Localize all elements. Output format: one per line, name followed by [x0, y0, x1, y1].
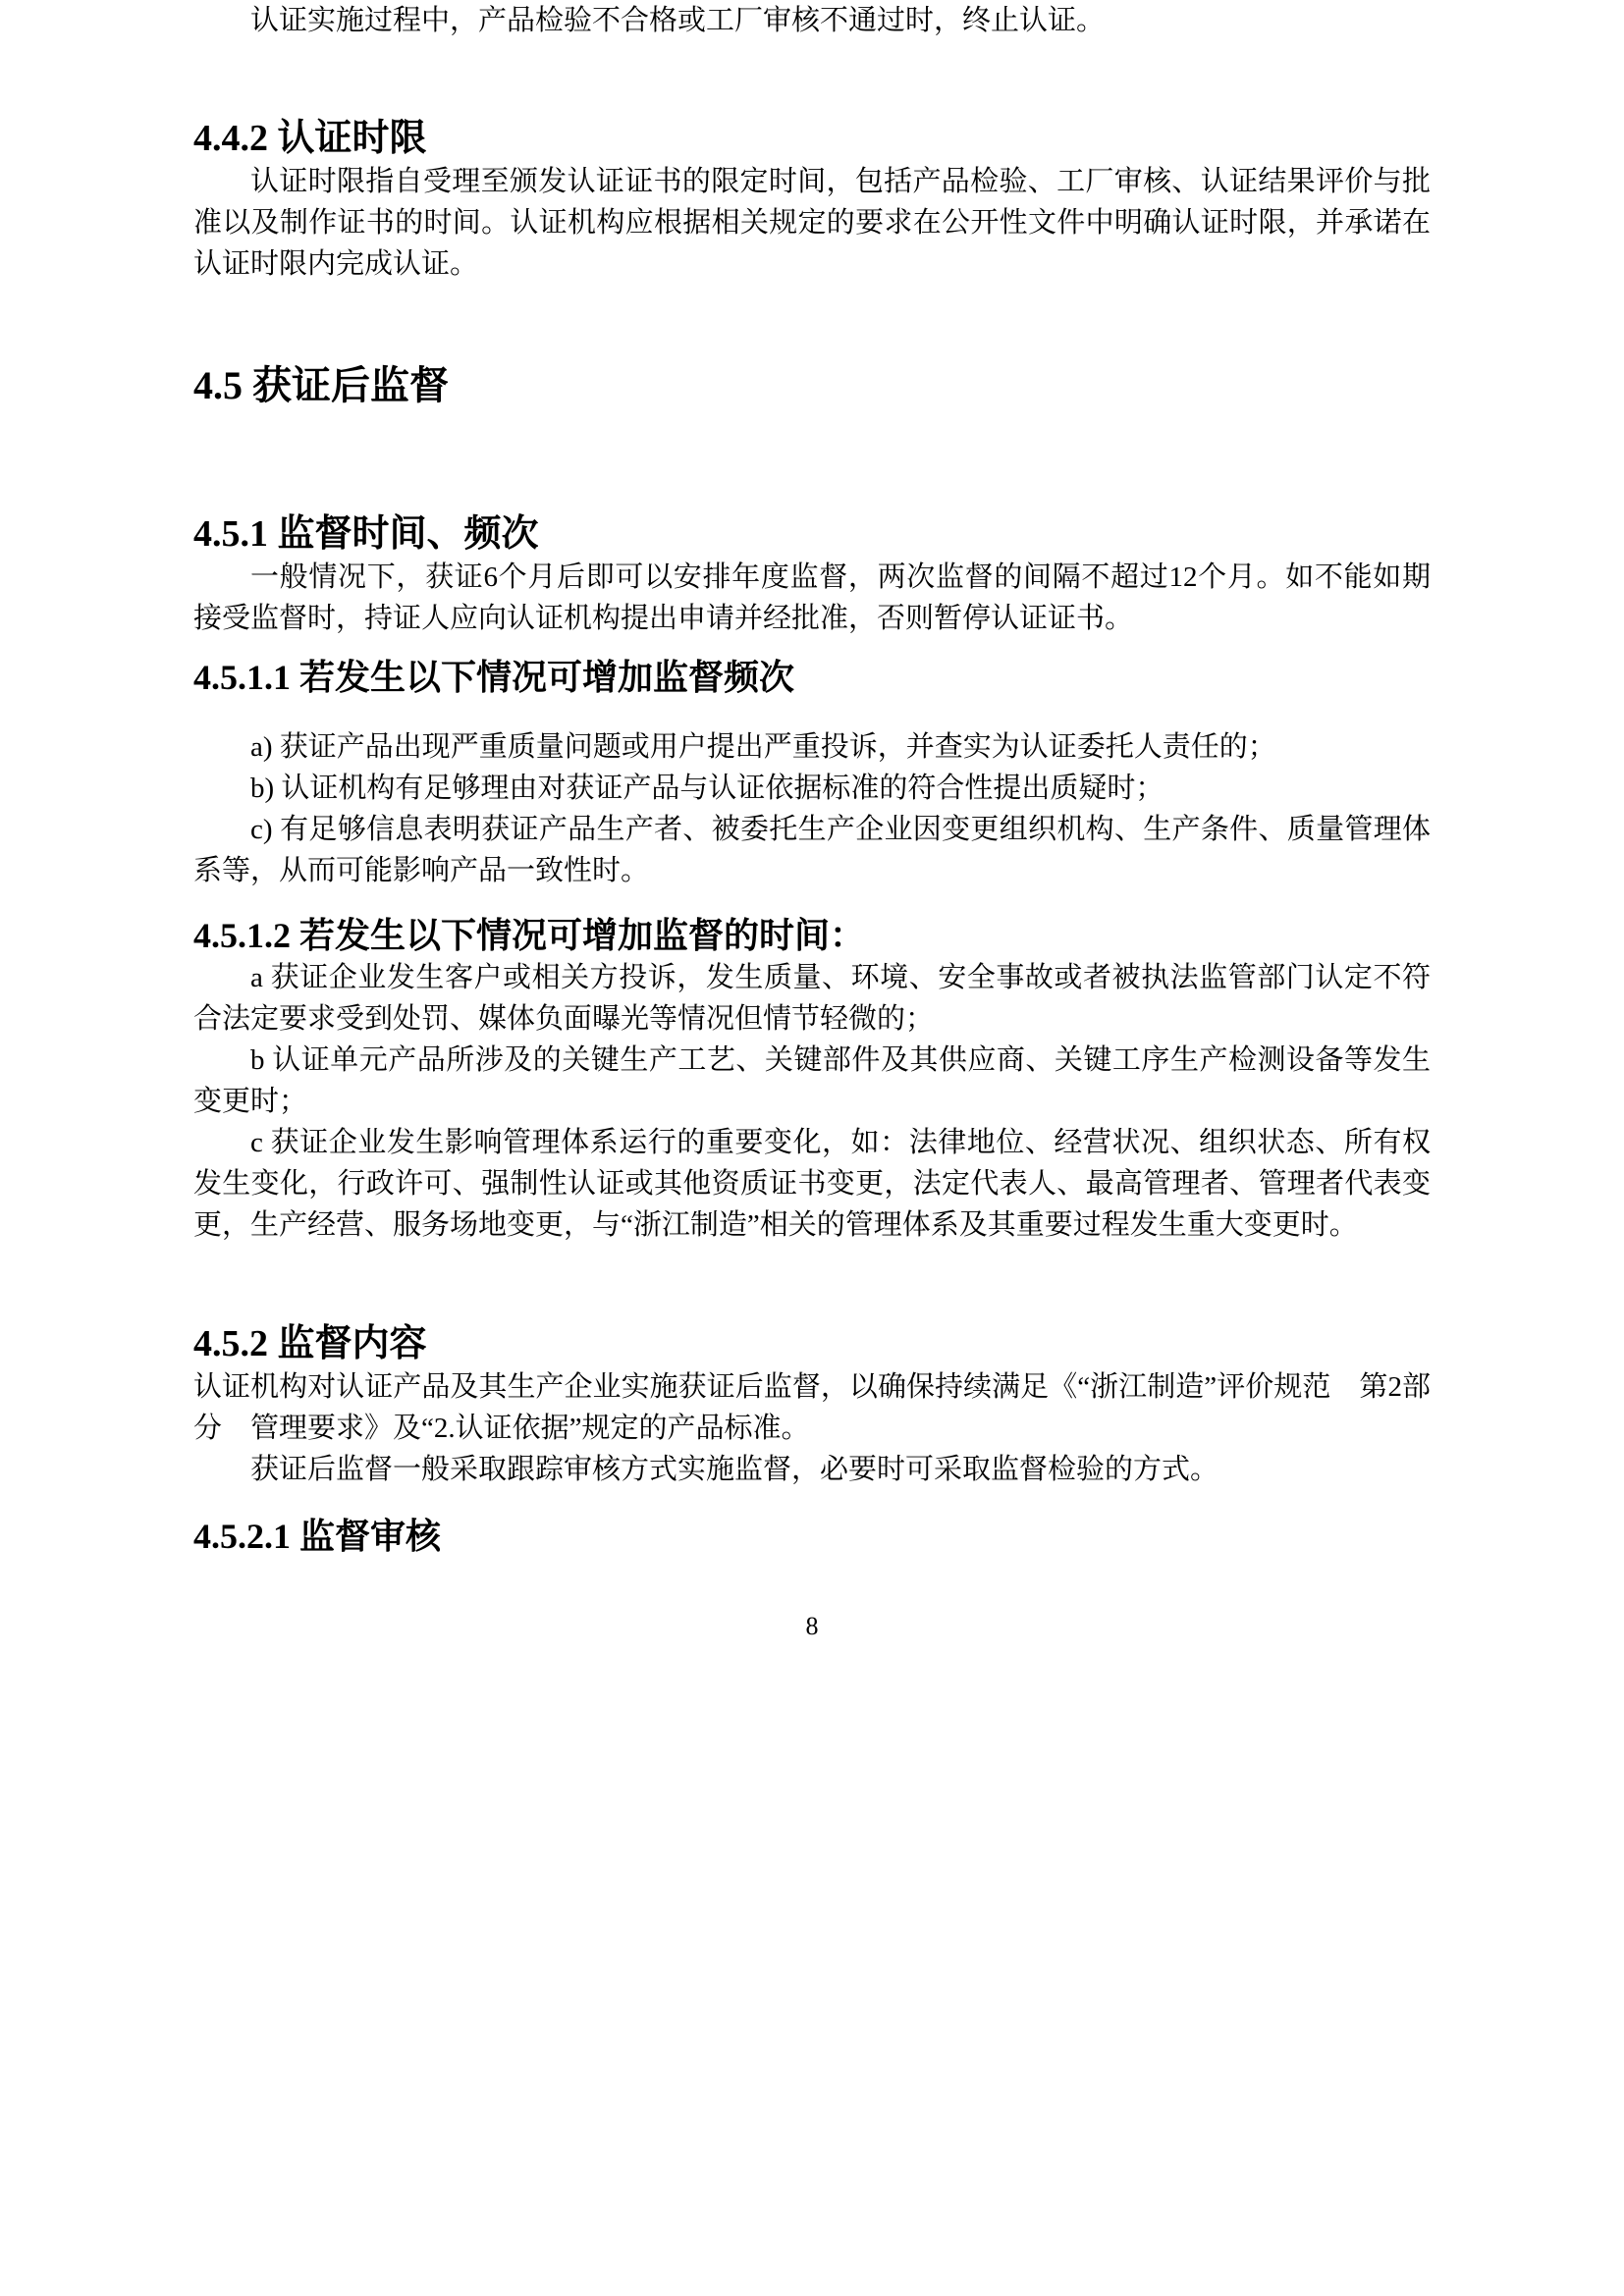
paragraph-cert-time-limit: 认证时限指自受理至颁发认证证书的限定时间，包括产品检验、工厂审核、认证结果评价与批准以及制作证书的时间。认证机构应根据相关规定的要求在公开性文件中明确认证时限，并承诺在认证时限内完成认证。	[193, 166, 1431, 280]
paragraph-item-b: b 认证单元产品所涉及的关键生产工艺、关键部件及其供应商、关键工序生产检测设备等发生变更时；	[193, 1044, 1431, 1117]
paragraph-item-a: a 获证企业发生客户或相关方投诉，发生质量、环境、安全事故或者被执法监管部门认定不符合法定要求受到处罚、媒体负面曝光等情况但情节轻微的；	[193, 962, 1431, 1035]
heading-4-5-1-supervision-time-frequency: 4.5.1 监督时间、频次	[193, 513, 539, 555]
list-item-c: c) 有足够信息表明获证产品生产者、被委托生产企业因变更组织机构、生产条件、质量管理体系等，从而可能影响产品一致性时。	[193, 814, 1431, 886]
heading-4-5-2-1-supervision-audit: 4.5.2.1 监督审核	[193, 1517, 442, 1556]
heading-4-5-1-2-increase-time: 4.5.1.2 若发生以下情况可增加监督的时间：	[193, 916, 866, 955]
page-number: 8	[805, 1612, 819, 1640]
list-item-b: b) 认证机构有足够理由对获证产品与认证依据标准的符合性提出质疑时；	[250, 773, 1164, 804]
paragraph-supervision-schedule: 一般情况下，获证6个月后即可以安排年度监督，两次监督的间隔不超过12个月。如不能如期接受监督时，持证人应向认证机构提出申请并经批准，否则暂停认证证书。	[193, 561, 1431, 634]
heading-4-5-post-cert-supervision: 4.5 获证后监督	[193, 363, 449, 407]
heading-4-5-2-supervision-content: 4.5.2 监督内容	[193, 1323, 427, 1364]
paragraph-supervision-method: 获证后监督一般采取跟踪审核方式实施监督，必要时可采取监督检验的方式。	[250, 1454, 1219, 1485]
paragraph-supervision-content: 认证机构对认证产品及其生产企业实施获证后监督，以确保持续满足《“浙江制造”评价规范 第2部分 管理要求》及“2.认证依据”规定的产品标准。	[193, 1371, 1431, 1444]
paragraph-item-c: c 获证企业发生影响管理体系运行的重要变化，如：法律地位、经营状况、组织状态、所有权发生变化，行政许可、强制性认证或其他资质证书变更，法定代表人、最高管理者、管理者代表变更，生产经营、服务场地变更，与“浙江制造”相关的管理体系及其重要过程发生重大变更时。	[193, 1127, 1431, 1241]
heading-4-4-2-cert-time-limit: 4.4.2 认证时限	[193, 118, 427, 159]
paragraph-cert-termination: 认证实施过程中，产品检验不合格或工厂审核不通过时，终止认证。	[250, 5, 1106, 36]
heading-4-5-1-1-increase-frequency: 4.5.1.1 若发生以下情况可增加监督频次	[193, 658, 795, 697]
list-increase-frequency	[193, 726, 1431, 891]
list-item-a: a) 获证产品出现严重质量问题或用户提出严重投诉，并查实为认证委托人责任的；	[250, 731, 1276, 763]
